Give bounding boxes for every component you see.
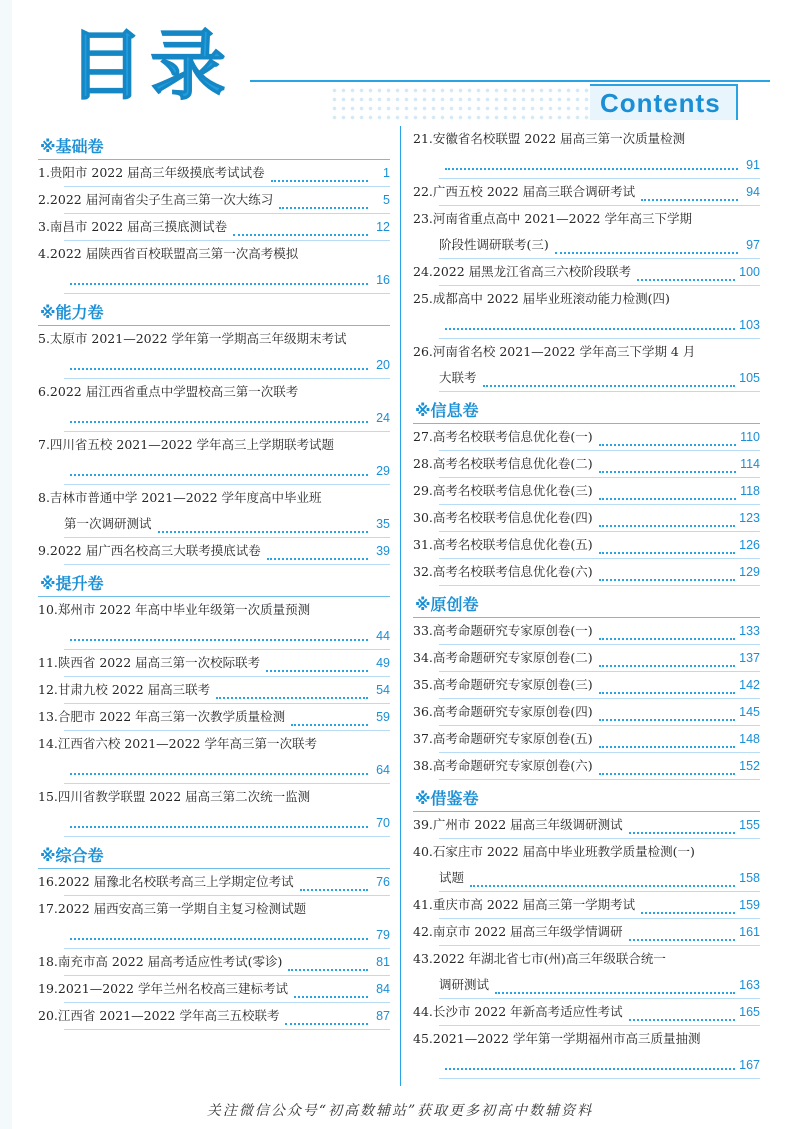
toc-entry-title: 44.长沙市 2022 年新高考适应性考试: [413, 1004, 623, 1019]
toc-entry[interactable]: [38, 949, 390, 976]
toc-page-number: 152: [739, 759, 760, 773]
toc-entry[interactable]: [38, 976, 390, 1003]
dot-leader: [445, 168, 738, 170]
toc-entry-line: [38, 511, 390, 537]
toc-entry[interactable]: [413, 505, 760, 532]
toc-page-line: [38, 352, 390, 378]
toc-entry-line: [413, 179, 760, 205]
toc-entry-line: [413, 339, 760, 365]
toc-entry-line: [38, 538, 390, 564]
toc-entry-title: 43.2022 年湖北省七市(州)高三年级联合统一: [413, 951, 666, 966]
dot-leader: [291, 724, 368, 726]
toc-entry[interactable]: [413, 286, 760, 339]
toc-entry-title: 第一次调研测试: [64, 516, 152, 531]
toc-entry-title: 40.石家庄市 2022 届高中毕业班教学质量检测(一): [413, 844, 695, 859]
toc-entry-line: [413, 919, 760, 945]
header-dot-pattern: [330, 86, 590, 124]
toc-entry-title: 37.高考命题研究专家原创卷(五): [413, 731, 593, 746]
dot-leader: [483, 385, 736, 387]
toc-entry[interactable]: [413, 672, 760, 699]
toc-entry[interactable]: [413, 532, 760, 559]
toc-entry-title: 9.2022 届广西名校高三大联考摸底试卷: [38, 543, 261, 558]
dot-leader: [70, 474, 368, 476]
toc-entry[interactable]: [38, 731, 390, 784]
toc-entry-line: [413, 206, 760, 232]
toc-entry-line: [38, 1003, 390, 1029]
section-heading: ※借鉴卷: [413, 786, 760, 812]
toc-entry-line: [38, 784, 390, 810]
dot-leader: [599, 638, 736, 640]
toc-entry[interactable]: [413, 1026, 760, 1079]
toc-entry-line: [38, 650, 390, 676]
entry-separator: [439, 1078, 760, 1079]
toc-entry-line: [413, 1026, 760, 1052]
entry-separator: [64, 564, 390, 565]
toc-entry-line: [413, 559, 760, 585]
dot-leader: [445, 328, 735, 330]
toc-page-line: [38, 757, 390, 783]
toc-entry-title: 29.高考名校联考信息优化卷(三): [413, 483, 593, 498]
toc-page-number: 142: [739, 678, 760, 692]
toc-page-number: 155: [739, 818, 760, 832]
toc-entry-line: [38, 949, 390, 975]
toc-entry[interactable]: [38, 704, 390, 731]
toc-entry-title: 调研测试: [439, 977, 490, 992]
toc-entry-line: [413, 892, 760, 918]
toc-page-number: 59: [376, 710, 390, 724]
toc-entry-line: [413, 672, 760, 698]
dot-leader: [599, 444, 736, 446]
dot-leader: [216, 697, 368, 699]
toc-page-number: 39: [376, 544, 390, 558]
toc-page-number: 100: [739, 265, 760, 279]
toc-entry[interactable]: [38, 214, 390, 241]
section-heading: ※提升卷: [38, 571, 390, 597]
toc-entry[interactable]: [38, 869, 390, 896]
toc-entry-title: 6.2022 届江西省重点中学盟校高三第一次联考: [38, 384, 299, 399]
toc-entry-line: [413, 232, 760, 258]
toc-entry-title: 5.太原市 2021—2022 学年第一学期高三年级期末考试: [38, 331, 347, 346]
toc-page-line: [413, 312, 760, 338]
toc-entry-line: [413, 753, 760, 779]
dot-leader: [271, 180, 368, 182]
toc-entry-title: 13.合肥市 2022 年高三第一次教学质量检测: [38, 709, 286, 724]
toc-entry-line: [413, 812, 760, 838]
toc-entry-title: 35.高考命题研究专家原创卷(三): [413, 677, 593, 692]
dot-leader: [285, 1023, 368, 1025]
toc-entry[interactable]: [413, 892, 760, 919]
toc-page-number: 133: [739, 624, 760, 638]
toc-page-number: 137: [739, 651, 760, 665]
dot-leader: [266, 670, 368, 672]
toc-page-number: 1: [383, 166, 390, 180]
toc-entry-line: [38, 326, 390, 352]
dot-leader: [70, 421, 368, 423]
toc-entry-title: 大联考: [439, 370, 477, 385]
toc-entry[interactable]: [38, 379, 390, 432]
toc-page-number: 70: [376, 816, 390, 830]
toc-entry-line: [38, 597, 390, 623]
toc-entry[interactable]: [413, 812, 760, 839]
toc-entry[interactable]: [413, 753, 760, 780]
toc-entry-line: [413, 618, 760, 644]
toc-entry[interactable]: [413, 339, 760, 392]
entry-separator: [64, 1029, 390, 1030]
toc-entry[interactable]: [38, 187, 390, 214]
section-heading: ※综合卷: [38, 843, 390, 869]
toc-page-number: 123: [739, 511, 760, 525]
toc-page-number: 44: [376, 629, 390, 643]
toc-page-line: [413, 152, 760, 178]
toc-entry-title: 41.重庆市高 2022 届高三第一学期考试: [413, 897, 636, 912]
toc-entry[interactable]: [38, 538, 390, 565]
toc-entry-title: 12.甘肃九校 2022 届高三联考: [38, 682, 211, 697]
toc-entry[interactable]: [38, 896, 390, 949]
toc-entry[interactable]: [38, 677, 390, 704]
toc-entry-line: [38, 704, 390, 730]
toc-entry-title: 4.2022 届陕西省百校联盟高三第一次高考模拟: [38, 246, 299, 261]
toc-entry-line: [413, 424, 760, 450]
toc-page-number: 79: [376, 928, 390, 942]
toc-entry-title: 19.2021—2022 学年兰州名校高三建标考试: [38, 981, 288, 996]
toc-page-number: 49: [376, 656, 390, 670]
toc-page-line: [38, 405, 390, 431]
toc-page-number: 94: [746, 185, 760, 199]
dot-leader: [641, 199, 738, 201]
footer-note: 关注微信公众号“初高数辅站”获取更多初高中数辅资料: [206, 1103, 594, 1119]
toc-page-number: 5: [383, 193, 390, 207]
dot-leader: [629, 1019, 736, 1021]
toc-entry[interactable]: [38, 650, 390, 677]
toc-entry-line: [413, 999, 760, 1025]
page-edge-shadow: [0, 0, 12, 1129]
toc-entry[interactable]: [413, 478, 760, 505]
dot-leader: [233, 234, 368, 236]
dot-leader: [495, 992, 735, 994]
section-heading: ※能力卷: [38, 300, 390, 326]
toc-entry[interactable]: [413, 126, 760, 179]
toc-entry-title: 15.四川省教学联盟 2022 届高三第二次统一监测: [38, 789, 311, 804]
toc-page-number: 16: [376, 273, 390, 287]
toc-entry-title: 39.广州市 2022 届高三年级调研测试: [413, 817, 623, 832]
toc-entry-title: 33.高考命题研究专家原创卷(一): [413, 623, 593, 638]
section-heading: ※信息卷: [413, 398, 760, 424]
toc-page-number: 159: [739, 898, 760, 912]
toc-entry[interactable]: [413, 999, 760, 1026]
toc-entry-title: 10.郑州市 2022 年高中毕业年级第一次质量预测: [38, 602, 311, 617]
toc-entry[interactable]: [38, 485, 390, 538]
toc-entry-line: [38, 379, 390, 405]
toc-entry-line: [38, 432, 390, 458]
dot-leader: [445, 1068, 735, 1070]
toc-page-line: [38, 922, 390, 948]
toc-entry-line: [413, 451, 760, 477]
toc-entry-title: 34.高考命题研究专家原创卷(二): [413, 650, 593, 665]
dot-leader: [599, 719, 736, 721]
toc-entry-line: [38, 214, 390, 240]
toc-entry[interactable]: [413, 259, 760, 286]
toc-entry[interactable]: [413, 946, 760, 999]
toc-entry-line: [413, 532, 760, 558]
dot-leader: [158, 531, 368, 533]
dot-leader: [599, 471, 736, 473]
toc-page-number: 148: [739, 732, 760, 746]
toc-page-number: 97: [746, 238, 760, 252]
toc-page-number: 24: [376, 411, 390, 425]
toc-entry-line: [38, 869, 390, 895]
entry-separator: [439, 585, 760, 586]
dot-leader: [629, 832, 736, 834]
toc-entry-line: [413, 726, 760, 752]
dot-leader: [599, 579, 736, 581]
toc-entry[interactable]: [413, 206, 760, 259]
entry-separator: [439, 391, 760, 392]
header-rule: [250, 80, 770, 82]
toc-page-number: 145: [739, 705, 760, 719]
toc-entry-title: 3.南昌市 2022 届高三摸底测试卷: [38, 219, 228, 234]
dot-leader: [555, 252, 738, 254]
entry-separator: [439, 779, 760, 780]
toc-page-line: [413, 1052, 760, 1078]
toc-page-number: 105: [739, 371, 760, 385]
toc-entry[interactable]: [413, 424, 760, 451]
dot-leader: [599, 525, 736, 527]
toc-entry-line: [38, 485, 390, 511]
dot-leader: [70, 773, 368, 775]
toc-entry-title: 16.2022 届豫北名校联考高三上学期定位考试: [38, 874, 294, 889]
toc-entry-title: 21.安徽省名校联盟 2022 届高三第一次质量检测: [413, 131, 686, 146]
toc-page-number: 81: [376, 955, 390, 969]
section-heading: ※原创卷: [413, 592, 760, 618]
dot-leader: [300, 889, 368, 891]
dot-leader: [599, 498, 736, 500]
dot-leader: [70, 938, 368, 940]
toc-entry-title: 1.贵阳市 2022 届高三年级摸底考试试卷: [38, 165, 265, 180]
toc-entry-title: 23.河南省重点高中 2021—2022 学年高三下学期: [413, 211, 692, 226]
dot-leader: [294, 996, 368, 998]
toc-entry-title: 20.江西省 2021—2022 学年高三五校联考: [38, 1008, 280, 1023]
page-title: 目录: [68, 21, 232, 110]
toc-entry-line: [38, 187, 390, 213]
toc-entry-title: 32.高考名校联考信息优化卷(六): [413, 564, 593, 579]
toc-entry-title: 27.高考名校联考信息优化卷(一): [413, 429, 593, 444]
toc-entry-line: [38, 731, 390, 757]
toc-page-number: 110: [740, 430, 760, 444]
toc-entry[interactable]: [413, 839, 760, 892]
toc-entry-title: 2.2022 届河南省尖子生高三第一次大练习: [38, 192, 274, 207]
toc-page-number: 158: [739, 871, 760, 885]
dot-leader: [470, 885, 735, 887]
dot-leader: [599, 552, 736, 554]
toc-page-line: [38, 458, 390, 484]
toc-page-number: 114: [740, 457, 760, 471]
toc-page-number: 12: [376, 220, 390, 234]
toc-page-number: 64: [376, 763, 390, 777]
toc-page-line: [38, 623, 390, 649]
toc-entry-title: 试题: [439, 870, 465, 885]
toc-entry-line: [413, 699, 760, 725]
dot-leader: [641, 912, 735, 914]
dot-leader: [629, 939, 736, 941]
toc-entry[interactable]: [413, 919, 760, 946]
toc-entry[interactable]: [38, 432, 390, 485]
toc-entry[interactable]: [38, 241, 390, 294]
toc-entry-title: 8.吉林市普通中学 2021—2022 学年度高中毕业班: [38, 490, 322, 505]
toc-page-number: 161: [739, 925, 760, 939]
toc-page-line: [38, 267, 390, 293]
toc-entry[interactable]: [413, 559, 760, 586]
toc-entry-title: 17.2022 届西安高三第一学期自主复习检测试题: [38, 901, 307, 916]
section-heading: ※基础卷: [38, 134, 390, 160]
dot-leader: [70, 368, 368, 370]
toc-entry-title: 14.江西省六校 2021—2022 学年高三第一次联考: [38, 736, 317, 751]
toc-page-number: 126: [739, 538, 760, 552]
dot-leader: [599, 665, 736, 667]
toc-page-number: 129: [739, 565, 760, 579]
toc-entry-line: [413, 259, 760, 285]
toc-entry-line: [38, 160, 390, 186]
toc-page-number: 118: [740, 484, 760, 498]
dot-leader: [637, 279, 735, 281]
toc-entry-title: 26.河南省名校 2021—2022 学年高三下学期 4 月: [413, 344, 696, 359]
toc-page-number: 35: [376, 517, 390, 531]
dot-leader: [70, 826, 368, 828]
toc-entry[interactable]: [38, 784, 390, 837]
toc-entry-title: 45.2021—2022 学年第一学期福州市高三质量抽测: [413, 1031, 701, 1046]
toc-page-number: 29: [376, 464, 390, 478]
toc-page-number: 163: [739, 978, 760, 992]
toc-entry-title: 38.高考命题研究专家原创卷(六): [413, 758, 593, 773]
toc-entry-title: 25.成都高中 2022 届毕业班滚动能力检测(四): [413, 291, 670, 306]
toc-entry-title: 7.四川省五校 2021—2022 学年高三上学期联考试题: [38, 437, 334, 452]
toc-entry-line: [38, 896, 390, 922]
toc-entry[interactable]: [38, 1003, 390, 1030]
toc-page-number: 76: [376, 875, 390, 889]
dot-leader: [267, 558, 368, 560]
toc-page-number: 167: [739, 1058, 760, 1072]
toc-entry[interactable]: [38, 160, 390, 187]
toc-entry-title: 18.南充市高 2022 届高考适应性考试(零诊): [38, 954, 283, 969]
toc-entry[interactable]: [38, 597, 390, 650]
dot-leader: [279, 207, 368, 209]
toc-entry-line: [413, 839, 760, 865]
toc-page-number: 84: [376, 982, 390, 996]
toc-entry-line: [413, 478, 760, 504]
toc-entry-title: 24.2022 届黑龙江省高三六校阶段联考: [413, 264, 632, 279]
toc-entry[interactable]: [413, 699, 760, 726]
toc-entry-title: 28.高考名校联考信息优化卷(二): [413, 456, 593, 471]
toc-entry-title: 36.高考命题研究专家原创卷(四): [413, 704, 593, 719]
toc-entry-title: 22.广西五校 2022 届高三联合调研考试: [413, 184, 636, 199]
toc-entry-line: [38, 677, 390, 703]
toc-entry-line: [413, 365, 760, 391]
toc-page-number: 20: [376, 358, 390, 372]
toc-entry-line: [413, 286, 760, 312]
toc-page-number: 103: [739, 318, 760, 332]
dot-leader: [70, 283, 368, 285]
toc-entry-title: 31.高考名校联考信息优化卷(五): [413, 537, 593, 552]
dot-leader: [599, 692, 736, 694]
toc-entry-line: [413, 946, 760, 972]
toc-page-line: [38, 810, 390, 836]
entry-separator: [64, 293, 390, 294]
toc-entry-line: [413, 645, 760, 671]
dot-leader: [599, 773, 736, 775]
toc-entry-title: 30.高考名校联考信息优化卷(四): [413, 510, 593, 525]
toc-page-number: 91: [746, 158, 760, 172]
dot-leader: [70, 639, 368, 641]
toc-entry[interactable]: [413, 618, 760, 645]
toc-page-number: 87: [376, 1009, 390, 1023]
toc-entry-line: [413, 865, 760, 891]
toc-entry-title: 42.南京市 2022 届高三年级学情调研: [413, 924, 623, 939]
entry-separator: [64, 836, 390, 837]
toc-entry[interactable]: [413, 179, 760, 206]
toc-entry[interactable]: [413, 451, 760, 478]
toc-page-number: 54: [376, 683, 390, 697]
dot-leader: [288, 969, 368, 971]
toc-entry[interactable]: [413, 645, 760, 672]
toc-left-column: [38, 132, 390, 1030]
toc-entry[interactable]: [413, 726, 760, 753]
contents-label: Contents: [600, 88, 721, 118]
toc-entry-title: 11.陕西省 2022 届高三第一次校际联考: [38, 655, 261, 670]
toc-right-column: [400, 126, 760, 1086]
toc-entry-line: [413, 505, 760, 531]
toc-entry-line: [413, 972, 760, 998]
toc-entry-line: [38, 241, 390, 267]
toc-entry-title: 阶段性调研联考(三): [439, 237, 549, 252]
dot-leader: [599, 746, 736, 748]
toc-entry-line: [38, 976, 390, 1002]
toc-entry-line: [413, 126, 760, 152]
toc-entry[interactable]: [38, 326, 390, 379]
toc-page-number: 165: [739, 1005, 760, 1019]
